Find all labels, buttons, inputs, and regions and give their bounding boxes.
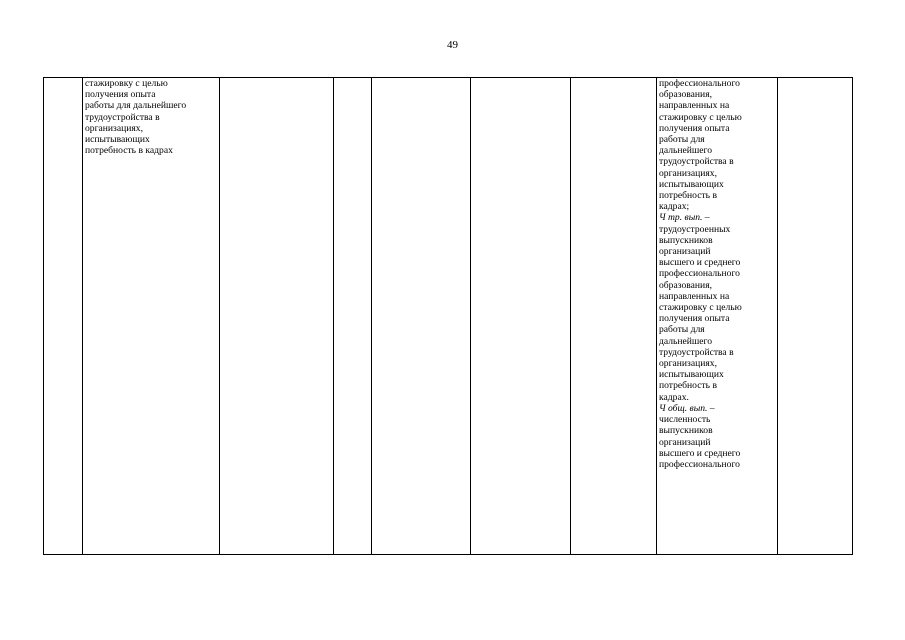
text-line: испытывающих	[659, 369, 724, 381]
text-line: выпускников	[659, 425, 713, 437]
text-line: работы для	[659, 324, 705, 336]
table-cell-empty	[571, 78, 657, 555]
text-line: направленных на	[659, 100, 730, 112]
table-cell-empty	[778, 78, 853, 555]
text-line: направленных на	[659, 290, 730, 302]
text-line: численность	[659, 414, 711, 426]
text-line: образования,	[659, 89, 713, 101]
text-line: потребность в	[659, 190, 717, 202]
text-line: стажировку с целью	[659, 111, 742, 123]
table-cell-empty	[220, 78, 334, 555]
text-line: потребность в кадрах	[85, 145, 173, 157]
page-number: 49	[447, 39, 458, 51]
text-line: высшего и среднего	[659, 447, 741, 459]
text-line: стажировку с целью	[85, 78, 168, 89]
text-line: работы для дальнейшего	[85, 100, 187, 112]
text-line: профессионального	[659, 268, 740, 280]
text-line: высшего и среднего	[659, 257, 741, 269]
text-line: выпускников	[659, 234, 713, 246]
text-line: дальнейшего	[659, 145, 713, 157]
text-line: получения опыта	[659, 122, 730, 134]
text-line: потребность в	[659, 380, 717, 392]
text-line: получения опыта	[659, 313, 730, 325]
text-line: организациях,	[659, 358, 717, 370]
document-table	[43, 77, 853, 555]
text-line: трудоустройства в	[85, 111, 160, 123]
text-line: профессионального	[659, 458, 740, 470]
table-cell-description	[83, 78, 220, 555]
text-line: организаций	[659, 246, 711, 258]
text-line: трудоустройства в	[659, 346, 734, 358]
table-cell-formula	[657, 78, 778, 555]
text-line: Ч общ. вып. –	[659, 402, 715, 414]
cell-text-lines	[659, 78, 775, 470]
text-line: стажировку с целью	[659, 302, 742, 314]
table-cell-empty	[471, 78, 571, 555]
text-line: испытывающих	[85, 134, 150, 146]
text-line: кадрах.	[659, 391, 689, 403]
table-cell-number	[44, 78, 83, 555]
text-line: дальнейшего	[659, 335, 713, 347]
text-line: работы для	[659, 134, 705, 146]
text-line: образования,	[659, 279, 713, 291]
table-cell-empty	[372, 78, 471, 555]
text-line: организациях,	[85, 122, 143, 134]
table-cell-empty	[334, 78, 372, 555]
text-line: испытывающих	[659, 178, 724, 190]
table-row	[44, 78, 853, 555]
text-line: трудоустройства в	[659, 156, 734, 168]
text-line: трудоустроенных	[659, 223, 731, 235]
text-line: организаций	[659, 436, 711, 448]
text-line: профессионального	[659, 78, 740, 89]
text-line: организациях,	[659, 167, 717, 179]
cell-text-lines	[85, 78, 217, 156]
text-line: Ч тр. вып. –	[659, 212, 710, 224]
text-line: кадрах;	[659, 201, 690, 213]
text-line: получения опыта	[85, 89, 156, 101]
